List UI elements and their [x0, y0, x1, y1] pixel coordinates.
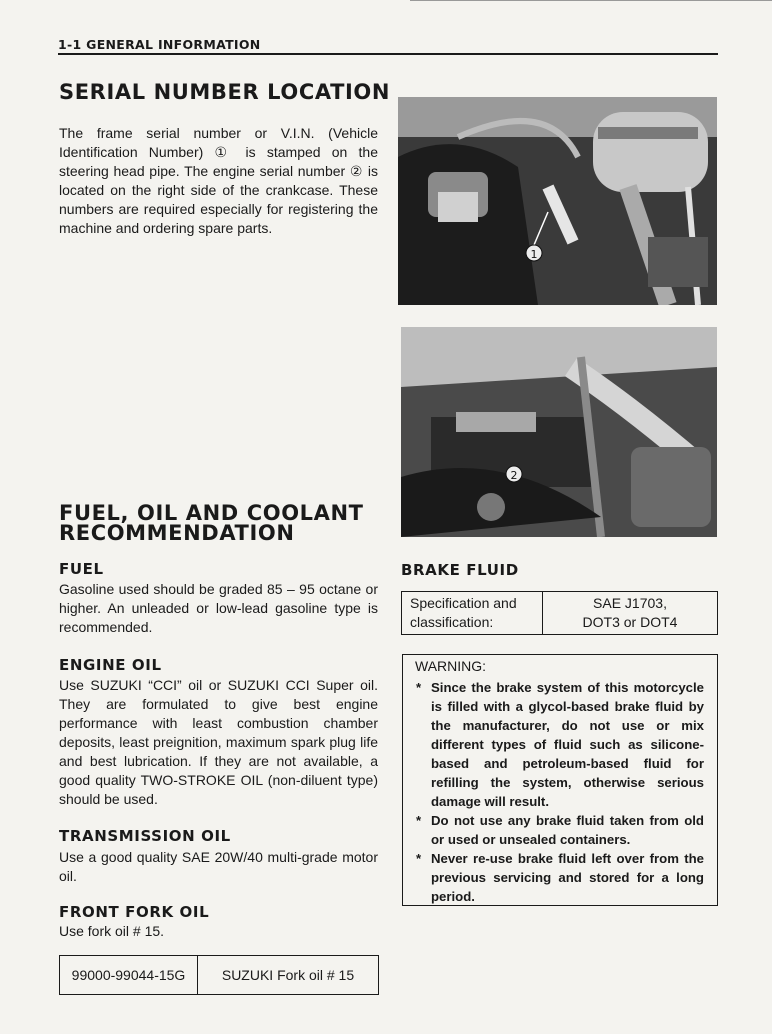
warning-bullet: *: [416, 851, 422, 866]
callout-2-label: 2: [510, 469, 518, 482]
warning-title: WARNING:: [415, 658, 487, 674]
brake-fluid-spec-value-line1: SAE J1703,: [593, 595, 667, 611]
page-header: 1-1 GENERAL INFORMATION: [58, 37, 261, 52]
brake-fluid-spec-label: [402, 592, 543, 635]
engine-oil-text: Use SUZUKI “CCI” oil or SUZUKI CCI Super oil. They are formulated to give best engine performance with least combustion chamber deposits, least preignition, maximum spark plug life and best lubrication. If they are not available, a good quality TWO-STROKE OIL (non-diluent type) should be used.: [59, 677, 378, 807]
warning-item-3: [416, 849, 704, 906]
warning-bullet: *: [416, 813, 422, 828]
top-edge-rule: [410, 0, 772, 1]
transmission-oil-heading: TRANSMISSION OIL: [59, 827, 231, 845]
warning-item-2: [416, 811, 704, 849]
brake-fluid-spec-value: [543, 592, 718, 635]
front-fork-oil-text: Use fork oil # 15.: [59, 923, 165, 939]
fork-oil-part-name: SUZUKI Fork oil # 15: [198, 956, 379, 995]
fork-oil-part-number: 99000-99044-15G: [60, 956, 198, 995]
brake-fluid-spec-label-line2: classification:: [410, 614, 494, 630]
fuel-text: Gasoline used should be graded 85 – 95 octane or higher. An unleaded or low-lead gasoline type is recommended.: [59, 581, 378, 635]
steering-head-photo: [398, 97, 717, 305]
serial-number-text: The frame serial number or V.I.N. (Vehicle Identification Number) ① is stamped on the steering head pipe. The engine serial number ② is located on the right side of the crankcase. These numbers are required especially for registering the machine and ordering spare parts.: [59, 125, 378, 236]
brake-fluid-spec-table: [401, 591, 718, 635]
front-fork-oil-heading: FRONT FORK OIL: [59, 903, 210, 921]
fuel-oil-coolant-heading-line1: FUEL, OIL AND COOLANT: [59, 501, 364, 525]
engine-oil-heading: ENGINE OIL: [59, 656, 162, 674]
callout-1-label: 1: [530, 248, 538, 261]
serial-number-heading: SERIAL NUMBER LOCATION: [59, 80, 391, 104]
engine-serial-photo: [401, 327, 717, 537]
transmission-oil-text: Use a good quality SAE 20W/40 multi-grade motor oil.: [59, 849, 378, 884]
warning-item-text: Never re-use brake fluid left over from the previous servicing and stored for a long period.: [431, 851, 704, 904]
header-rule: [58, 53, 718, 55]
fuel-heading: FUEL: [59, 560, 104, 578]
warning-item-1: [416, 678, 704, 811]
brake-fluid-spec-label-line1: Specification and: [410, 595, 517, 611]
warning-bullet: *: [416, 680, 422, 695]
warning-item-text: Do not use any brake fluid taken from old or used or unsealed containers.: [431, 813, 704, 847]
warning-item-text: Since the brake system of this motorcycle is filled with a glycol-based brake fluid by the manufacturer, do not use or mix different types of fluid such as silicone-based and petroleum-based fluid for refilling the system, otherwise serious damage will result.: [431, 680, 704, 809]
fork-oil-part-table: [59, 955, 379, 995]
brake-fluid-spec-value-line2: DOT3 or DOT4: [582, 614, 678, 630]
fuel-oil-coolant-heading-line2: RECOMMENDATION: [59, 521, 295, 545]
brake-fluid-heading: BRAKE FLUID: [401, 561, 519, 579]
